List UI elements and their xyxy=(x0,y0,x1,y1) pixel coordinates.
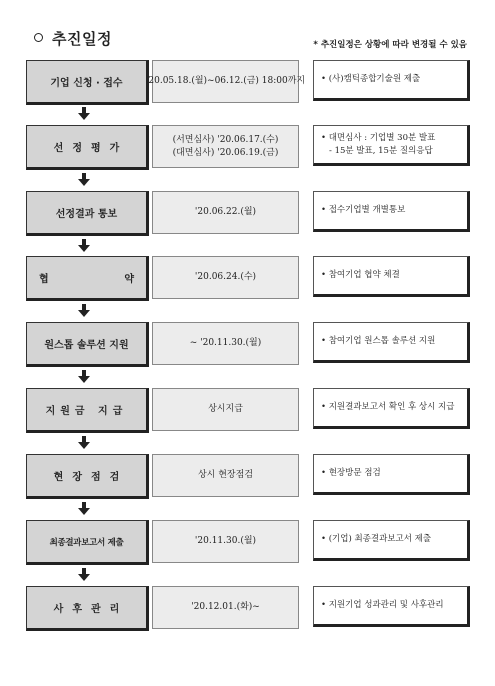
desc-line: • 지원기업 성과관리 및 사후관리 xyxy=(321,600,444,610)
step-label: 현장점검 xyxy=(26,454,149,499)
step-label xyxy=(26,256,149,301)
schedule-row xyxy=(26,388,470,433)
step-label: 지원금 지급 xyxy=(26,388,149,433)
desc-line: • 현장방문 점검 xyxy=(321,468,381,478)
schedule-row xyxy=(26,322,470,367)
date-line: '20.12.01.(화)~ xyxy=(191,602,260,612)
down-arrow-icon xyxy=(78,304,90,317)
step-date xyxy=(152,191,299,234)
step-label: 선정평가 xyxy=(26,125,149,170)
desc-line: • 지원결과보고서 확인 후 상시 지급 xyxy=(321,402,455,412)
schedule-row xyxy=(26,454,470,499)
step-description xyxy=(313,125,470,166)
schedule-row xyxy=(26,125,470,170)
date-line: 상시지급 xyxy=(208,404,243,414)
page-title xyxy=(34,28,112,49)
down-arrow-icon xyxy=(78,502,90,515)
desc-line: • 참여기업 협약 체결 xyxy=(321,270,400,280)
desc-line: • 참여기업 원스톱 솔루션 지원 xyxy=(321,336,436,346)
step-label: 선정결과 통보 xyxy=(26,191,149,236)
step-date xyxy=(152,388,299,431)
step-date xyxy=(152,322,299,365)
step-label-part: 약 xyxy=(124,274,134,285)
down-arrow-icon xyxy=(78,173,90,186)
step-label: 원스톱 솔루션 지원 xyxy=(26,322,149,367)
step-description xyxy=(313,322,470,363)
down-arrow-icon xyxy=(78,107,90,120)
step-date xyxy=(145,60,306,103)
down-arrow-icon xyxy=(78,370,90,383)
step-date xyxy=(152,125,299,168)
step-label: 최종결과보고서 제출 xyxy=(26,520,149,565)
step-label-part: 협 xyxy=(39,274,49,285)
desc-line: • 접수기업별 개별통보 xyxy=(321,205,406,215)
step-date xyxy=(152,520,299,563)
schedule-row xyxy=(26,191,470,236)
down-arrow-icon xyxy=(78,436,90,449)
schedule-row xyxy=(26,60,470,105)
step-description xyxy=(313,586,470,627)
down-arrow-icon xyxy=(78,239,90,252)
desc-line: • (기업) 최종결과보고서 제출 xyxy=(321,534,432,544)
down-arrow-icon xyxy=(78,568,90,581)
date-line: (대면심사) '20.06.19.(금) xyxy=(172,147,279,158)
date-line: (서면심사) '20.06.17.(수) xyxy=(172,134,279,145)
schedule-row xyxy=(26,520,470,565)
step-description xyxy=(313,520,470,561)
step-date xyxy=(152,454,299,497)
step-description xyxy=(313,388,470,429)
desc-line: • (사)캠틱종합기술원 제출 xyxy=(321,74,421,84)
desc-line: • 대면심사 : 기업별 30분 발표 xyxy=(321,132,436,143)
date-line: '20.05.18.(월)~06.12.(금) 18:00까지 xyxy=(145,76,306,86)
step-label: 사후관리 xyxy=(26,586,149,631)
date-line: ~ '20.11.30.(월) xyxy=(189,338,262,348)
step-description xyxy=(313,256,470,297)
date-line: '20.11.30.(월) xyxy=(194,536,257,546)
circle-bullet-icon xyxy=(34,33,43,42)
date-line: 상시 현장점검 xyxy=(197,470,254,480)
step-description xyxy=(313,60,470,101)
schedule-row xyxy=(26,256,470,301)
step-date xyxy=(152,586,299,629)
date-line: '20.06.22.(월) xyxy=(194,207,257,217)
schedule-row xyxy=(26,586,470,631)
desc-line: - 15분 발표, 15분 질의응답 xyxy=(329,145,433,156)
step-description xyxy=(313,191,470,232)
schedule-note: * 추진일정은 상황에 따라 변경될 수 있음 xyxy=(313,40,467,50)
step-label: 기업 신청 · 접수 xyxy=(26,60,149,105)
step-date xyxy=(152,256,299,299)
date-line: '20.06.24.(수) xyxy=(194,272,257,282)
title-text: 추진일정 xyxy=(52,30,112,48)
step-description xyxy=(313,454,470,495)
